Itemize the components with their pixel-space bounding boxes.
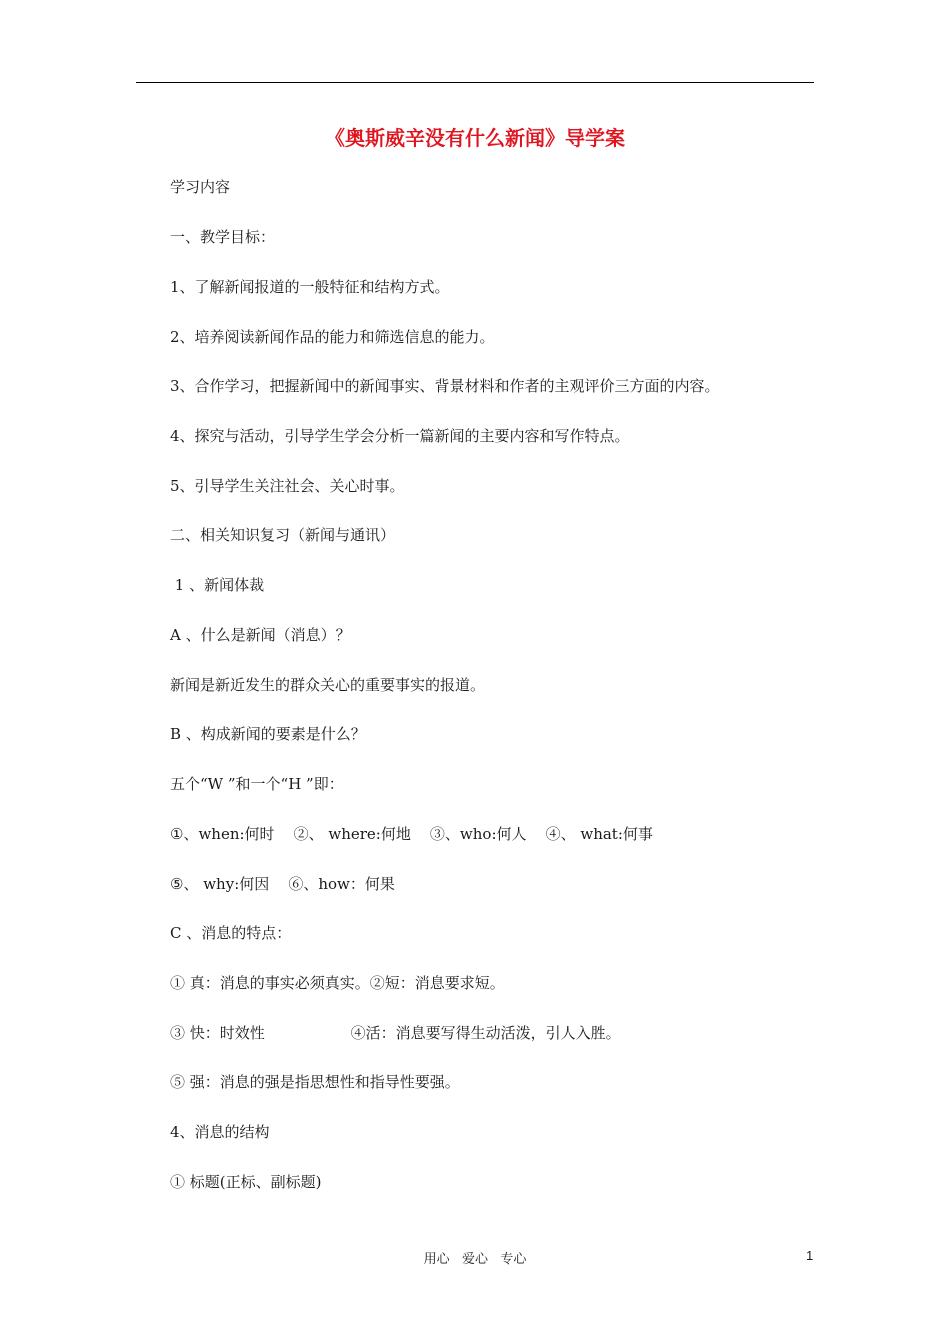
objective-item: 1、了解新闻报道的一般特征和结构方式。: [170, 278, 450, 296]
answer-line: 五个“W ”和一个“H ”即：: [170, 775, 344, 793]
question-line: C 、消息的特点：: [170, 924, 292, 942]
elements-line: ①、when:何时 ②、 where:何地 ③、who:何人 ④、 what:何事: [170, 825, 653, 843]
question-line: A 、什么是新闻（消息）？: [170, 626, 351, 644]
objective-item: 4、探究与活动，引导学生学会分析一篇新闻的主要内容和写作特点。: [170, 427, 630, 445]
objective-item: 3、合作学习，把握新闻中的新闻事实、背景材料和作者的主观评价三方面的内容。: [170, 377, 720, 395]
objective-item: 2、培养阅读新闻作品的能力和筛选信息的能力。: [170, 328, 495, 346]
answer-line: 新闻是新近发生的群众关心的重要事实的报道。: [170, 676, 486, 694]
structure-line: ① 标题(正标、副标题): [170, 1173, 322, 1191]
page-number: 1: [806, 1248, 814, 1263]
subsection-heading: 4、消息的结构: [170, 1123, 270, 1141]
footer-slogan: 用心 爱心 专心: [423, 1252, 527, 1267]
question-line: B 、构成新闻的要素是什么？: [170, 725, 366, 743]
objective-item: 5、引导学生关注社会、关心时事。: [170, 477, 405, 495]
section-heading-review: 二、相关知识复习（新闻与通讯）: [170, 526, 396, 544]
subsection-heading: 1 、新闻体裁: [170, 576, 265, 594]
elements-line: ⑤、 why:何因 ⑥、how：何果: [170, 875, 395, 893]
document-title: 《奥斯威辛没有什么新闻》导学案: [325, 126, 625, 150]
header-rule: [136, 82, 814, 83]
feature-line: ⑤ 强：消息的强是指思想性和指导性要强。: [170, 1073, 460, 1091]
section-heading-content: 学习内容: [170, 178, 231, 196]
feature-line: ③ 快：时效性 ④活：消息要写得生动活泼，引人入胜。: [170, 1024, 621, 1042]
section-heading-objectives: 一、教学目标：: [170, 228, 276, 246]
feature-line: ① 真：消息的事实必须真实。②短：消息要求短。: [170, 974, 505, 992]
